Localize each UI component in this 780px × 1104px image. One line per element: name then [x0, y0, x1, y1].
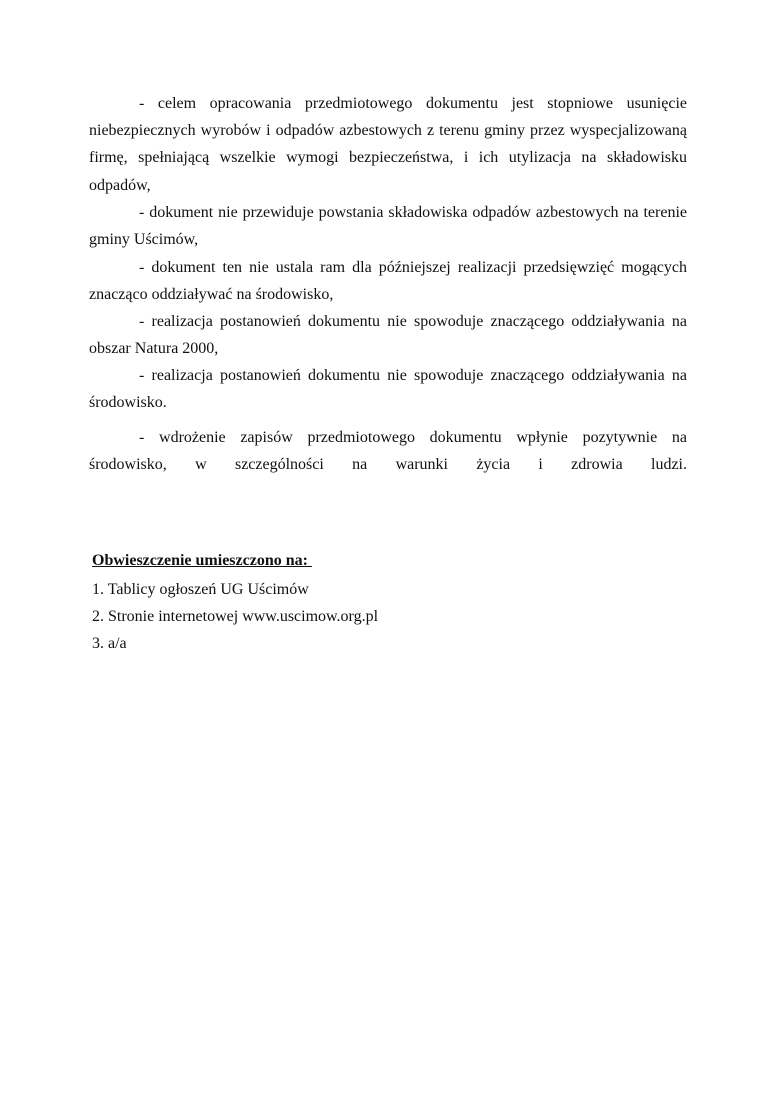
- notice-item-board: 1. Tablicy ogłoszeń UG Uścimów: [92, 581, 309, 598]
- paragraph-no-landfill: - dokument nie przewiduje powstania składowiska odpadów azbestowych na terenie gminy Uścimów,: [89, 204, 687, 249]
- notice-title: Obwieszczenie umieszczono na:: [92, 552, 312, 569]
- notice-item-website: 2. Stronie internetowej www.uscimow.org.pl: [92, 608, 379, 625]
- paragraph-asbestos-removal: - celem opracowania przedmiotowego dokumentu jest stopniowe usunięcie niebezpiecznych wyrobów i odpadów azbestowych z terenu gminy przez wyspecjalizowaną firmę, spełniającą wszelkie wymogi bezpieczeństwa, i ich utylizacja na składowisku odpadów,: [89, 95, 687, 194]
- paragraph-natura-2000: - realizacja postanowień dokumentu nie spowoduje znaczącego oddziaływania na obszar Natura 2000,: [89, 313, 687, 358]
- paragraph-no-framework: - dokument ten nie ustala ram dla późniejszej realizacji przedsięwzięć mogących znacząco oddziaływać na środowisko,: [89, 259, 687, 304]
- notice-item-aa: 3. a/a: [92, 635, 127, 652]
- paragraph-positive-effect: - wdrożenie zapisów przedmiotowego dokumentu wpłynie pozytywnie na środowisko, w szczególności na warunki życia i zdrowia ludzi.: [89, 429, 687, 474]
- paragraph-environment-impact: - realizacja postanowień dokumentu nie spowoduje znaczącego oddziaływania na środowisko.: [89, 367, 687, 412]
